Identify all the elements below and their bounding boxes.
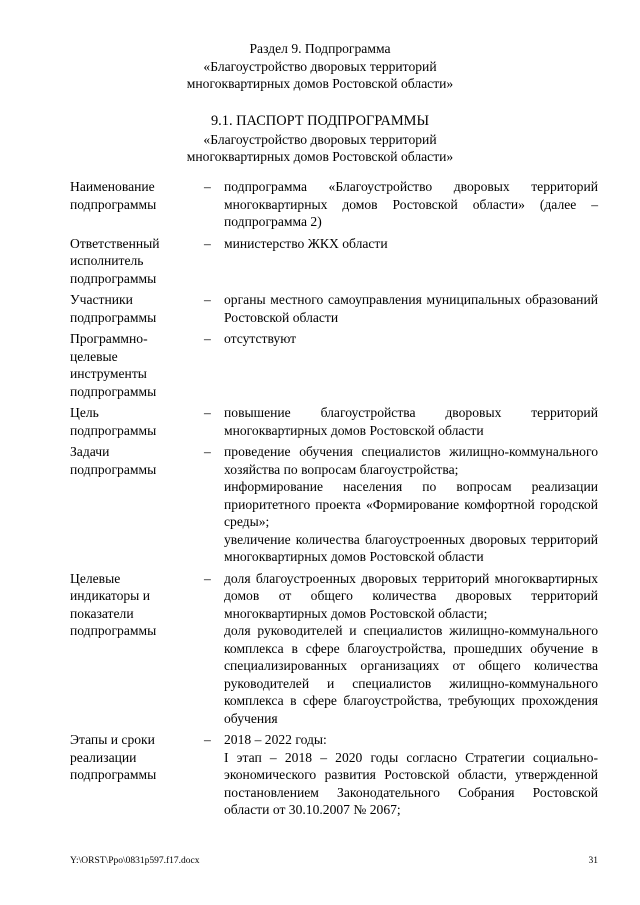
section-heading-line-3: многоквартирных домов Ростовской области»	[186, 76, 454, 91]
row-content-paragraph: доля руководителей и специалистов жилищно-коммунального комплекса в сфере благоустройства, прошедших обучение в специализированных организациях от общего количества руководителей и специалистов жилищно-коммунального комплекса в сфере благоустройства, требующих прохождения обучения	[224, 623, 598, 726]
passport-heading-line-1: 9.1. ПАСПОРТ ПОДПРОГРАММЫ	[210, 113, 430, 129]
row-content-paragraph: министерство ЖКХ области	[224, 235, 388, 251]
row-dash: –	[204, 405, 211, 420]
row-content-paragraph: подпрограмма «Благоустройство дворовых территорий многоквартирных домов Ростовской области» (далее – подпрограмма 2)	[224, 179, 598, 229]
row-label-line: подпрограммы	[70, 461, 157, 477]
row-content-paragraph: повышение благоустройства дворовых территорий многоквартирных домов Ростовской области	[224, 405, 598, 438]
passport-heading	[0, 113, 640, 166]
section-heading-line-2: «Благоустройство дворовых территорий	[203, 58, 437, 74]
row-label-line: подпрограммы	[70, 196, 157, 212]
row-dash: –	[204, 292, 211, 307]
row-content-paragraph: доля благоустроенных дворовых территорий многоквартирных домов от общего количества дворовых территорий многоквартирных домов Ростовской области;	[224, 570, 598, 621]
row-label-line: Целевые	[70, 570, 121, 586]
row-content-paragraph: I этап – 2018 – 2020 годы согласно Стратегии социально-экономического развития Ростовской области, утвержденной постановлением Законодательного Собрания Ростовской области от 30.10.2007 № 2067;	[224, 749, 598, 817]
passport-row	[70, 570, 598, 728]
passport-row	[70, 443, 598, 566]
row-label-line: подпрограммы	[70, 422, 157, 438]
row-content	[224, 570, 598, 728]
row-content-paragraph: органы местного самоуправления муниципальных образований Ростовской области	[224, 292, 598, 325]
row-content	[224, 291, 598, 326]
row-label-line: подпрограммы	[70, 623, 157, 638]
row-content-paragraph: информирование населения по вопросам реализации приоритетного проекта «Формирование комфортной городской среды»;	[224, 479, 598, 529]
row-label-line: Этапы и сроки	[70, 732, 155, 747]
row-content-paragraph: 2018 – 2022 годы:	[224, 732, 327, 747]
passport-row	[70, 330, 598, 400]
row-dash: –	[204, 235, 211, 251]
file-path: Y:\ORST\Ppo\0831p597.f17.docx	[70, 856, 200, 866]
row-label	[70, 291, 204, 326]
row-label-line: подпрограммы	[70, 309, 157, 325]
row-content-paragraph: проведение обучения специалистов жилищно-коммунального хозяйства по вопросам благоустройства;	[224, 444, 598, 477]
row-label	[70, 330, 204, 400]
passport-row	[70, 235, 598, 288]
row-content	[224, 404, 598, 439]
row-label-line: индикаторы и	[70, 588, 150, 603]
row-content	[224, 178, 598, 231]
passport-table	[70, 178, 598, 823]
row-label	[70, 178, 204, 231]
row-label-line: показатели	[70, 605, 134, 621]
row-dash: –	[204, 570, 211, 586]
row-label-line: Участники	[70, 292, 133, 307]
passport-heading-line-3: многоквартирных домов Ростовской области»	[186, 149, 454, 164]
row-label	[70, 570, 204, 728]
row-content-paragraph: увеличение количества благоустроенных дворовых территорий многоквартирных домов Ростовской области	[224, 531, 598, 564]
row-dash: –	[204, 331, 211, 346]
row-label	[70, 443, 204, 566]
row-label-line: инструменты	[70, 366, 147, 381]
section-heading-line-1: Раздел 9. Подпрограмма	[249, 41, 391, 56]
row-dash: –	[204, 179, 211, 194]
row-label-line: подпрограммы	[70, 270, 157, 286]
row-label	[70, 235, 204, 288]
row-label-line: Цель	[70, 405, 99, 420]
row-content	[224, 443, 598, 566]
row-label-line: Ответственный	[70, 235, 160, 251]
row-label-line: подпрограммы	[70, 767, 157, 782]
passport-row	[70, 178, 598, 231]
row-label	[70, 731, 204, 819]
row-content	[224, 235, 598, 288]
row-dash: –	[204, 444, 211, 459]
row-content	[224, 330, 598, 400]
row-label-line: подпрограммы	[70, 383, 157, 399]
row-label-line: исполнитель	[70, 253, 144, 268]
row-label-line: Задачи	[70, 444, 110, 459]
row-label-line: целевые	[70, 348, 118, 364]
passport-row	[70, 291, 598, 326]
row-label-line: Программно-	[70, 331, 148, 346]
passport-row	[70, 731, 598, 819]
section-heading	[0, 40, 640, 93]
row-label-line: реализации	[70, 749, 137, 765]
passport-heading-line-2: «Благоустройство дворовых территорий	[203, 131, 437, 147]
passport-row	[70, 404, 598, 439]
page-footer	[70, 856, 598, 866]
row-dash: –	[204, 732, 211, 747]
row-label	[70, 404, 204, 439]
row-content-paragraph: отсутствуют	[224, 331, 297, 346]
row-label-line: Наименование	[70, 179, 155, 194]
page-number: 31	[588, 856, 598, 866]
row-content	[224, 731, 598, 819]
